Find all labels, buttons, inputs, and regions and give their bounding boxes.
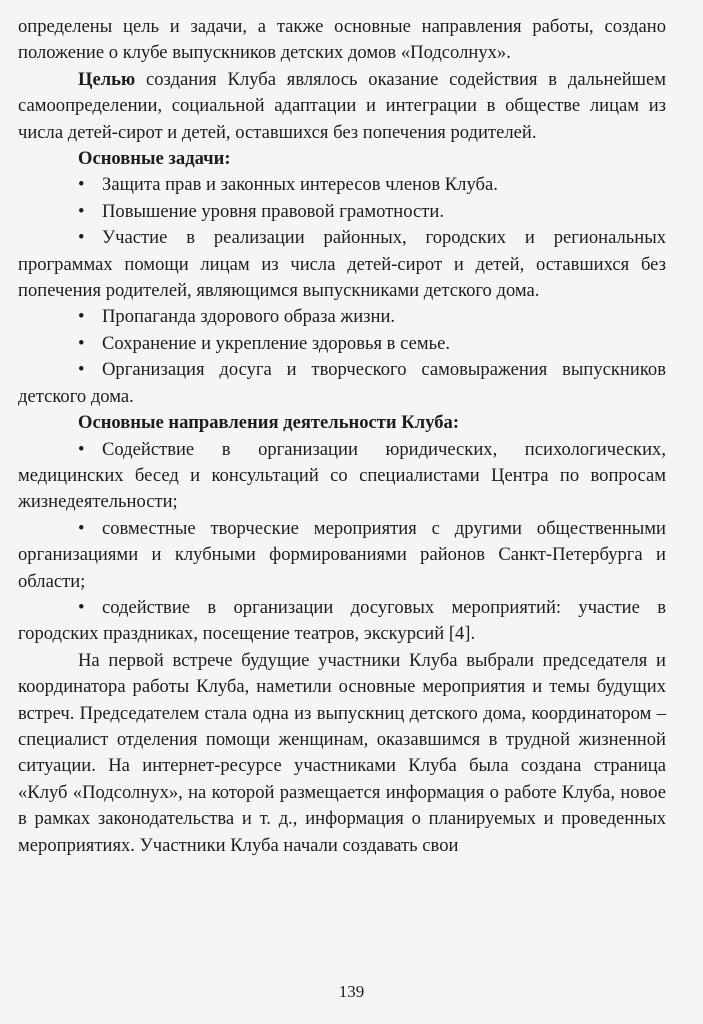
page-body [18,14,666,859]
goal-text: создания Клуба являлось оказание содействия в дальнейшем самоопределении, социальной адаптации и интеграции в обществе лицам из числа детей-сирот и детей, оставшихся без попечения родителей. [18,68,666,143]
goal-paragraph [18,67,666,146]
direction-text: Содействие в организации юридических, психологических, медицинских бесед и консультаций со специалистами Центра по вопросам жизнедеятельности; [18,438,666,513]
goal-lead: Целью [78,68,136,90]
task-text: Пропаганда здорового образа жизни. [102,306,396,328]
bullet-icon: • [78,332,85,354]
bullet-icon: • [78,438,85,460]
bullet-icon: • [78,174,85,196]
task-item [18,331,666,357]
task-text: Защита прав и законных интересов членов Клуба. [102,174,498,196]
directions-heading: Основные направления деятельности Клуба: [78,412,460,434]
task-text: Сохранение и укрепление здоровья в семье. [102,332,450,354]
task-item [18,304,666,330]
page-number: 139 [338,982,365,1001]
bullet-icon: • [78,517,85,539]
task-item [18,199,666,225]
direction-text: содействие в организации досуговых мероприятий: участие в городских праздниках, посещение театров, экскурсий [4]. [18,596,666,645]
bullet-icon: • [78,200,85,222]
tasks-heading: Основные задачи: [78,148,231,170]
bullet-icon: • [78,359,85,381]
direction-item [18,595,666,648]
direction-item [18,437,666,516]
bullet-icon: • [78,596,85,618]
closing-paragraph: На первой встрече будущие участники Клуба выбрали председателя и координатора работы Клуба, наметили основные мероприятия и темы будущих встреч. Председателем стала одна из выпускниц детского дома, координатором – специалист отделения помощи женщинам, оказавшимся в трудной жизненной ситуации. На интернет-ресурсе участниками Клуба была создана страница «Клуб «Подсолнух», на которой размещается информация о работе Клуба, новое в рамках законодательства и т. д., информация о планируемых и проведенных мероприятиях. Участники Клуба начали создавать свои [18,649,666,856]
direction-text: совместные творческие мероприятия с другими общественными организациями и клубными формированиями районов Санкт-Петербурга и области; [18,517,666,592]
bullet-icon: • [78,227,85,249]
direction-item [18,516,666,595]
bullet-icon: • [78,306,85,328]
task-item [18,357,666,410]
intro-paragraph: определены цель и задачи, а также основные направления работы, создано положение о клубе выпускников детских домов «Подсолнух». [18,16,666,64]
task-text: Повышение уровня правовой грамотности. [102,200,444,222]
task-item [18,172,666,198]
task-text: Организация досуга и творческого самовыражения выпускников детского дома. [18,359,666,407]
task-item [18,225,666,304]
task-text: Участие в реализации районных, городских и региональных программах помощи лицам из числа детей-сирот и детей, оставшихся без попечения родителей, являющимся выпускниками детского дома. [18,227,666,302]
